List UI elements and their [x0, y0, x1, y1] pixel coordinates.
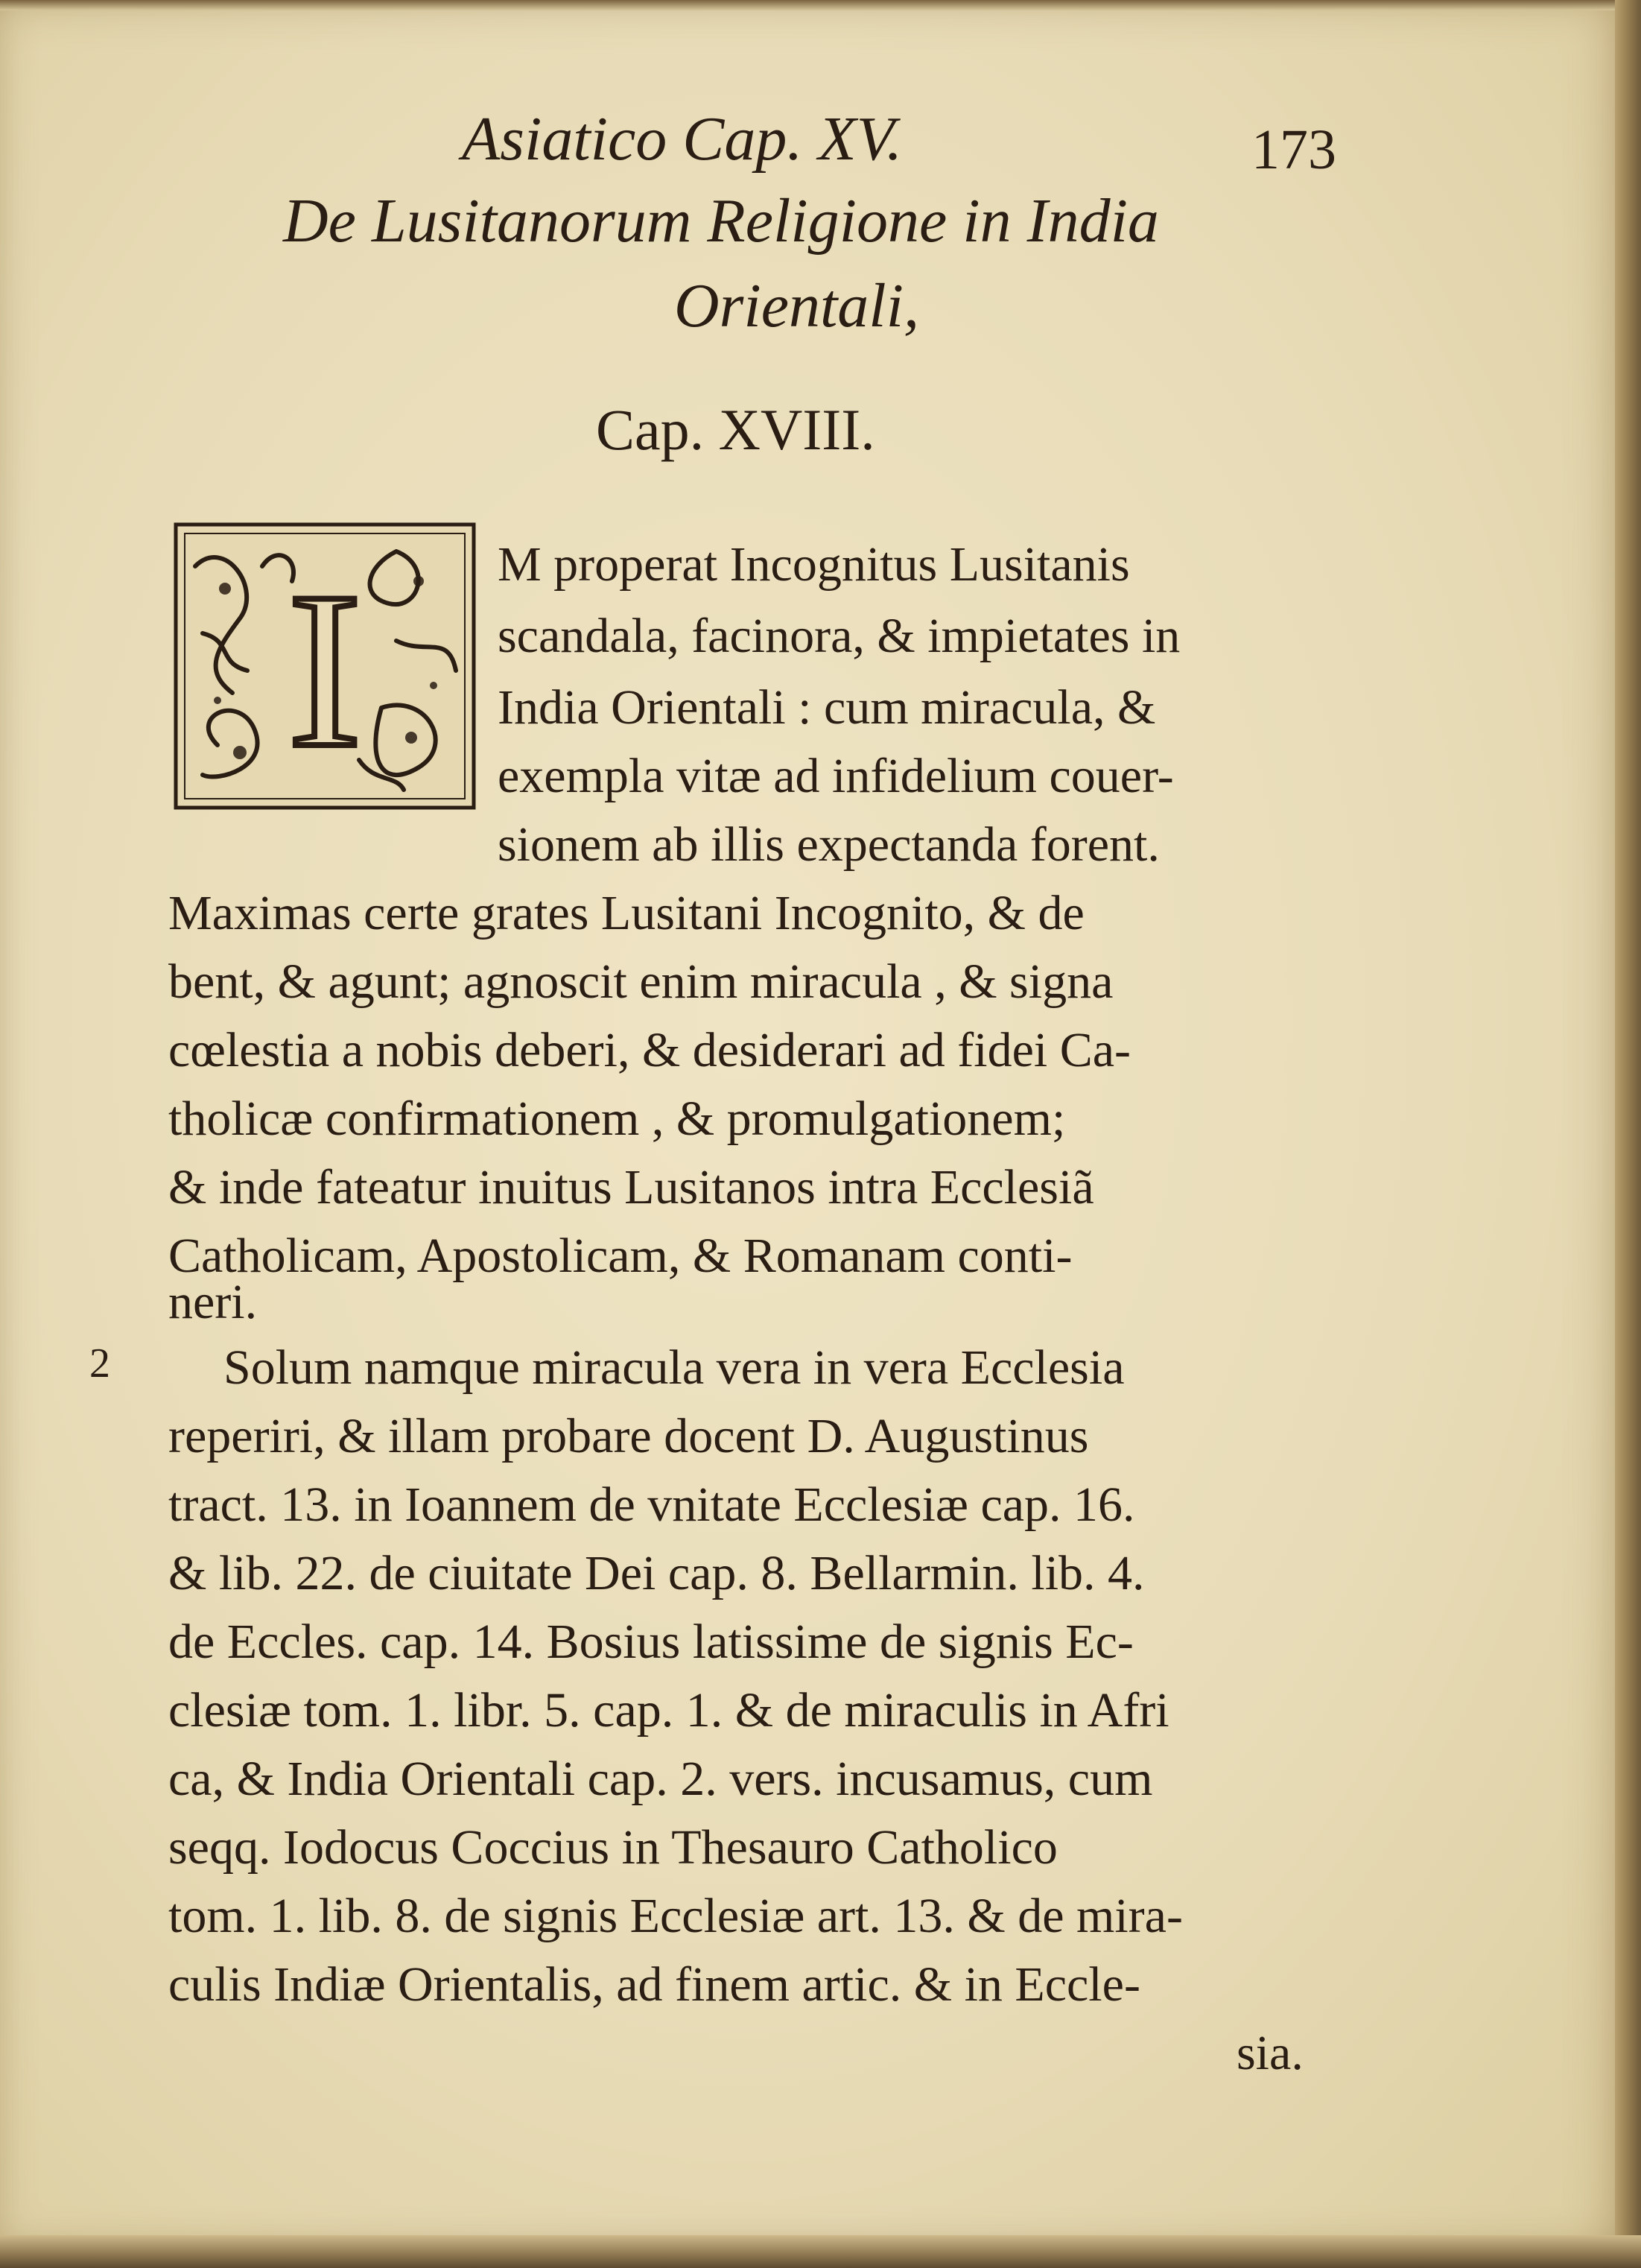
text-line: M properat Incognitus Lusitanis: [498, 537, 1130, 592]
page-bottom-edge: [0, 2235, 1641, 2268]
page-right-edge: [1615, 0, 1641, 2268]
text-line: & lib. 22. de ciuitate Dei cap. 8. Bellarmin. lib. 4.: [168, 1546, 1145, 1600]
text-line: Solum namque miracula vera in vera Ecclesia: [223, 1340, 1125, 1395]
text-line: sia.: [1237, 2026, 1304, 2080]
text-line: seqq. Iodocus Coccius in Thesauro Catholico: [168, 1820, 1058, 1875]
text-line: India Orientali : cum miracula, &: [498, 680, 1156, 735]
text-line: sionem ab illis expectanda forent.: [498, 817, 1160, 872]
text-line: clesiæ tom. 1. libr. 5. cap. 1. & de miraculis in Afri: [168, 1683, 1169, 1738]
running-head: Asiatico Cap. XV.: [462, 104, 903, 174]
text-line: tract. 13. in Ioannem de vnitate Ecclesiæ cap. 16.: [168, 1477, 1135, 1532]
text-line: & inde fateatur inuitus Lusitanos intra Ecclesiã: [168, 1160, 1094, 1214]
text-line: Maximas certe grates Lusitani Incognito, & de: [168, 886, 1085, 940]
chapter-title-line-2: Orientali,: [674, 271, 919, 340]
decorated-initial-letter: [173, 522, 477, 811]
text-line: neri.: [168, 1275, 258, 1329]
text-line: tholicæ confirmationem , & promulgationem;: [168, 1092, 1066, 1146]
text-line: exempla vitæ ad infidelium couer-: [498, 749, 1174, 803]
chapter-title-line-1: De Lusitanorum Religione in India: [283, 186, 1159, 256]
page-number: 173: [1251, 118, 1336, 181]
chapter-heading: Cap. XVIII.: [596, 397, 875, 462]
text-line: scandala, facinora, & impietates in: [498, 609, 1181, 663]
text-line: cœlestia a nobis deberi, & desiderari ad fidei Ca-: [168, 1023, 1131, 1077]
text-line: de Eccles. cap. 14. Bosius latissime de signis Ec-: [168, 1615, 1134, 1669]
page-top-edge: [0, 0, 1641, 10]
initial-glyph: I: [288, 546, 362, 794]
text-line: bent, & agunt; agnoscit enim miracula , & signa: [168, 954, 1114, 1009]
text-line: Catholicam, Apostolicam, & Romanam conti-: [168, 1229, 1073, 1283]
text-line: reperiri, & illam probare docent D. Augustinus: [168, 1409, 1089, 1463]
text-line: ca, & India Orientali cap. 2. vers. incusamus, cum: [168, 1752, 1153, 1806]
text-line: culis Indiæ Orientalis, ad finem artic. & in Eccle-: [168, 1957, 1140, 2012]
text-line: tom. 1. lib. 8. de signis Ecclesiæ art. 13. & de mira-: [168, 1889, 1183, 1943]
margin-number: 2: [89, 1340, 110, 1387]
